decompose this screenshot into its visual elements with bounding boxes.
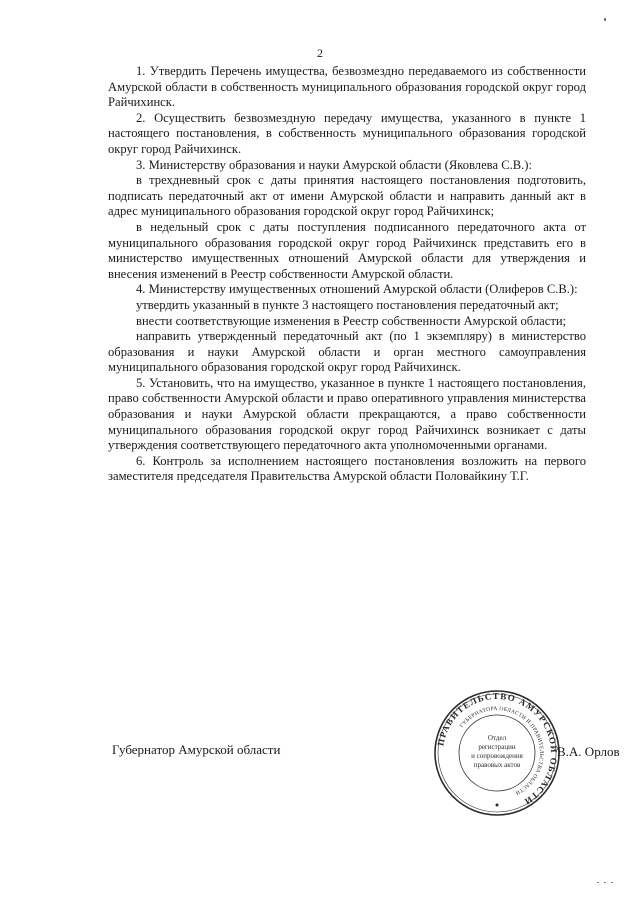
seal-middle-text: ГУБЕРНАТОРА ОБЛАСТИ И ПРАВИТЕЛЬСТВА ОБЛАСТИ [459,705,545,796]
seal-center-line-2: регистрации [478,743,516,751]
paragraph-4-item-3: направить утвержденный передаточный акт (по 1 экземпляру) в министерство образования и науки Амурской области и орган местного самоуправления муниципального образования городской округ город Райчихинск. [108,329,586,375]
paragraph-5: 5. Установить, что на имущество, указанное в пункте 1 настоящего постановления, право собственности Амурской области и право оперативного управления министерства образования и науки Амурской области прекращаются, а право собственности муниципального образования городской округ город Райчихинск возникает с даты утверждения соответствующего передаточного акта уполномоченными органами. [108,375,586,453]
paragraph-4: 4. Министерству имущественных отношений Амурской области (Олиферов С.В.): [136,282,578,297]
seal-center-line-3: и сопровождения [471,752,523,760]
signature-name: В.А. Орлов [557,744,620,759]
scan-speck [597,882,599,883]
document-body [108,64,586,485]
paragraph-6: 6. Контроль за исполнением настоящего постановления возложить на первого заместителя председателя Правительства Амурской области Половайкину Т.Г. [108,453,586,484]
paragraph-4-item-1: утвердить указанный в пункте 3 настоящего постановления передаточный акт; [136,297,559,312]
paragraph-3-item-1: в трехдневный срок с даты принятия настоящего постановления подготовить, подписать передаточный акт от имени Амурской области и направить данный акт в адрес муниципального образования городской округ город Райчихинск; [108,173,586,219]
seal-center-line-4: правовых актов [473,761,521,769]
paragraph-2: 2. Осуществить безвозмездную передачу имущества, указанного в пункте 1 настоящего постановления, в собственность муниципального образования городской округ город Райчихинск. [108,110,586,156]
paragraph-3-item-2: в недельный срок с даты поступления подписанного передаточного акта от муниципального образования городской округ город Райчихинск представить его в министерство имущественных отношений Амурской области для утверждения и внесения изменений в Реестр собственности Амурской области. [108,219,586,281]
scan-speck [611,882,613,883]
scan-speck [604,18,606,21]
signature-position: Губернатор Амурской области [112,742,281,757]
paragraph-4-item-2: внести соответствующие изменения в Реестр собственности Амурской области; [136,313,567,328]
official-seal [432,688,562,818]
page-number: 2 [317,46,323,60]
seal-center-line-1: Отдел [487,734,507,742]
paragraph-3: 3. Министерству образования и науки Амурской области (Яковлева С.В.): [136,157,532,172]
paragraph-1: 1. Утвердить Перечень имущества, безвозмездно передаваемого из собственности Амурской области в собственность муниципального образования городской округ город Райчихинск. [108,64,586,110]
scan-speck [604,882,606,883]
seal-outer-text: ПРАВИТЕЛЬСТВО АМУРСКОЙ ОБЛАСТИ [435,690,560,808]
